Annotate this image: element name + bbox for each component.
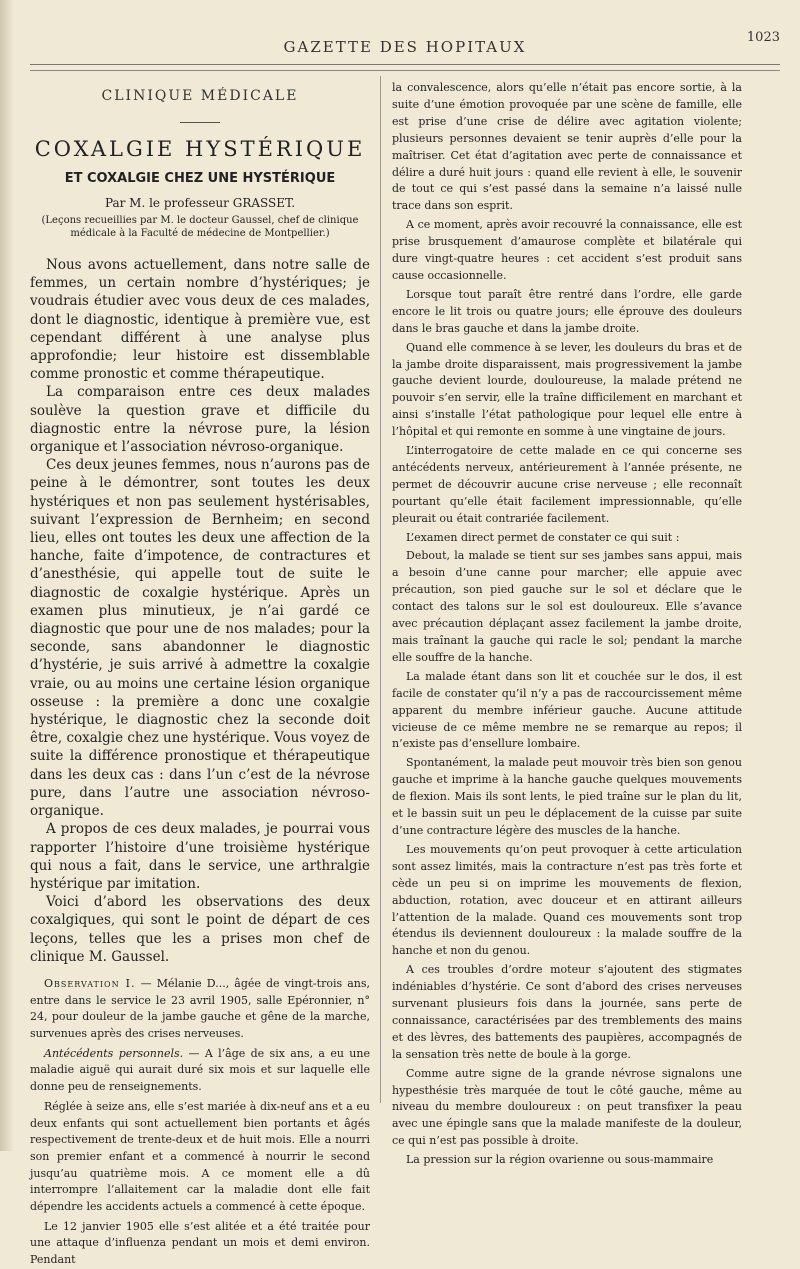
- paragraph: Réglée à seize ans, elle s’est mariée à dix-neuf ans et a eu deux enfants qui sont actuellement bien portants et âgés respectivement de trente-deux et de huit mois. Elle a nourri son premier enfant et a commencé à nourrir le second jusqu’au quatrième mois. A ce moment elle a dû interrompre l’allaitement car la maladie dont elle fait dépendre les accidents actuels a commencé à cette époque.: [30, 1099, 370, 1214]
- header-rule-secondary: [30, 70, 780, 71]
- antecedents-text: — A l’âge de six ans, a eu une maladie aiguë qui aurait duré six mois et sur laquelle elle donne peu de renseignements.: [30, 1046, 370, 1094]
- paragraph: Debout, la malade se tient sur ses jambes sans appui, mais a besoin d’une canne pour marcher; elle appuie avec précaution, son pied gauche sur le sol et déclare que le contact des talons sur le sol est douloureux. Elle s’avance avec précaution déplaçant assez facilement la jambe droite, mais traînant la gauche qui racle le sol; pendant la marche elle souffre de la hanche.: [392, 549, 742, 664]
- antecedents-label: Antécédents personnels.: [44, 1046, 184, 1060]
- paragraph: L’examen direct permet de constater ce qui suit :: [406, 530, 680, 544]
- paragraph: Spontanément, la malade peut mouvoir très bien son genou gauche et imprime à la hanche gauche quelques mouvements de flexion. Mais ils sont lents, le pied traîne sur le plan du lit, et le bassin suit un peu le déplacement de la cuisse par suite d’une contracture légère des muscles de la hanche.: [392, 756, 742, 837]
- paragraph: L’interrogatoire de cette malade en ce qui concerne ses antécédents nerveux, antérieurement à l’année présente, ne permet de découvrir aucune crise nerveuse ; elle reconnaît pourtant qu’elle était facilement impressionnable, qu’elle pleurait ou était contrariée facilement.: [392, 444, 742, 525]
- paragraph: Lorsque tout paraît être rentré dans l’ordre, elle garde encore le lit trois ou quatre jours; elle éprouve des douleurs dans le bras gauche et dans la jambe droite.: [392, 287, 742, 335]
- paragraph: Le 12 janvier 1905 elle s’est alitée et a été traitée pour une attaque d’influenza pendant un mois et demi environ. Pendant: [30, 1219, 370, 1267]
- paragraph: A ce moment, après avoir recouvré la connaissance, elle est prise brusquement d’amaurose complète et bilatérale qui dure vingt-quatre heures : cet accident s’est produit sans cause occasionnelle.: [392, 218, 742, 282]
- article-title: COXALGIE HYSTÉRIQUE: [34, 137, 366, 161]
- section-rule: [180, 122, 220, 123]
- paragraph: A ces troubles d’ordre moteur s’ajoutent des stigmates indéniables d’hystérie. Ce sont d’abord des crises nerveuses survenant plusieurs fois dans la journée, sans perte de connaissance, caractérisées par des tremblements des mains et des lèvres, des battements des paupières, accompagnés de la sensation très nette de boule à la gorge.: [392, 963, 742, 1061]
- observation-text: — Mélanie D..., âgée de vingt-trois ans, entre dans le service le 23 avril 1905, salle Epéronnier, n° 24, pour douleur de la jambe gauche et gêne de la marche, survenues après des crises nerveuses.: [30, 976, 370, 1041]
- lecture-body: [30, 256, 370, 966]
- observation-body: [30, 976, 370, 1269]
- section-label: CLINIQUE MÉDICALE: [101, 88, 299, 104]
- paragraph: Les mouvements qu’on peut provoquer à cette articulation sont assez limités, mais la contracture n’est pas très forte et cède un peu si on imprime les mouvements de flexion, abduction, rotation, avec douceur et en attirant ailleurs l’attention de la malade. Quand ces mouvements sont trop étendus ils deviennent douloureux : la malade souffre de la hanche et non du genou.: [392, 842, 742, 958]
- paragraph: A propos de ces deux malades, je pourrai vous rapporter l’histoire d’une troisième hystérique qui nous a fait, dans le service, une arthralgie hystérique par imitation.: [30, 821, 370, 892]
- observation-label: Observation I.: [44, 976, 136, 990]
- article-subtitle: ET COXALGIE CHEZ UNE HYSTÉRIQUE: [64, 171, 336, 186]
- paragraph: la convalescence, alors qu’elle n’était pas encore sortie, à la suite d’une émotion provoquée par une scène de famille, elle est prise d’une crise de délire avec agitation violente; plusieurs personnes devaient se tenir auprès d’elle pour la maîtriser. Cet état d’agitation avec perte de connaissance et délire a duré huit jours : quand elle revient à elle, le souvenir de tout ce qui s’est passé dans la semaine n’a laissé nulle trace dans son esprit.: [392, 81, 742, 213]
- article-author: Par M. le professeur GRASSET.: [104, 196, 296, 210]
- column-divider: [380, 76, 381, 1103]
- running-head: GAZETTE DES HOPITAUX: [283, 38, 527, 56]
- page-edge-shadow: [0, 0, 14, 1151]
- page-number: 1023: [746, 30, 780, 45]
- paragraph: Ces deux jeunes femmes, nous n’aurons pas de peine à le démontrer, sont toutes les deux hystériques et non pas seulement hystérisables, suivant l’expression de Bernheim; en second lieu, elles ont toutes les deux une affection de la hanche, faite d’impotence, de contractures et d’anesthésie, qui appelle tout de suite le diagnostic de coxalgie hystérique. Après un examen plus minutieux, je n’ai gardé ce diagnostic que pour une de nos malades; pour la seconde, sans abandonner le diagnostic d’hystérie, je suis arrivé à admettre la coxalgie vraie, ou au moins une certaine lésion organique osseuse : la première a donc une coxalgie hystérique, le diagnostic chez la seconde doit être, coxalgie chez une hystérique. Vous voyez de suite la différence pronostique et thérapeutique dans les deux cas : dans l’un c’est de la névrose pure, dans l’autre une association névroso-organique.: [30, 457, 370, 820]
- paragraph: La pression sur la région ovarienne ou sous-mammaire: [406, 1153, 714, 1167]
- paragraph: Quand elle commence à se lever, les douleurs du bras et de la jambe droite disparaissent, mais progressivement la jambe gauche devient lourde, douloureuse, la malade prétend ne pouvoir s’en servir, elle la traîne difficilement en marchant et ainsi s’installe l’état pathologique pour lequel elle entre à l’hôpital et qui remonte en somme à une vingtaine de jours.: [392, 340, 742, 439]
- left-column: [30, 80, 370, 1267]
- paragraph: La malade étant dans son lit et couchée sur le dos, il est facile de constater qu’il n’y a pas de raccourcissement même apparent du membre inférieur gauche. Aucune attitude vicieuse de ce même membre ne se remarque au repos; il n’existe pas d’ensellure lombaire.: [392, 669, 742, 751]
- paragraph: Nous avons actuellement, dans notre salle de femmes, un certain nombre d’hystériques; je voudrais étudier avec vous deux de ces malades, dont le diagnostic, identique à première vue, est cependant différent à une analyse plus approfondie; leur histoire est dissemblable comme pronostic et comme thérapeutique.: [30, 257, 370, 383]
- right-column: [392, 80, 742, 1167]
- paragraph: La comparaison entre ces deux malades soulève la question grave et difficile du diagnostic entre la névrose pure, la lésion organique et l’association névroso-organique.: [30, 384, 370, 456]
- header-rule: [30, 64, 780, 65]
- lecture-note: (Leçons recueillies par M. le docteur Gaussel, chef de clinique médicale à la Faculté de médecine de Montpellier.): [41, 215, 359, 239]
- page-header: [30, 20, 780, 80]
- paragraph: Voici d’abord les observations des deux coxalgiques, qui sont le point de départ de ces leçons, telles que les a prises mon chef de clinique M. Gaussel.: [30, 894, 370, 965]
- paragraph: Comme autre signe de la grande névrose signalons une hypesthésie très marquée de tout le côté gauche, même au niveau du membre douloureux : on peut transfixer la peau avec une épingle sans que la malade manifeste de la douleur, ce qui n’est pas possible à droite.: [392, 1066, 742, 1148]
- antecedents-paragraph: [30, 1046, 370, 1096]
- observation-paragraph: [30, 976, 370, 1043]
